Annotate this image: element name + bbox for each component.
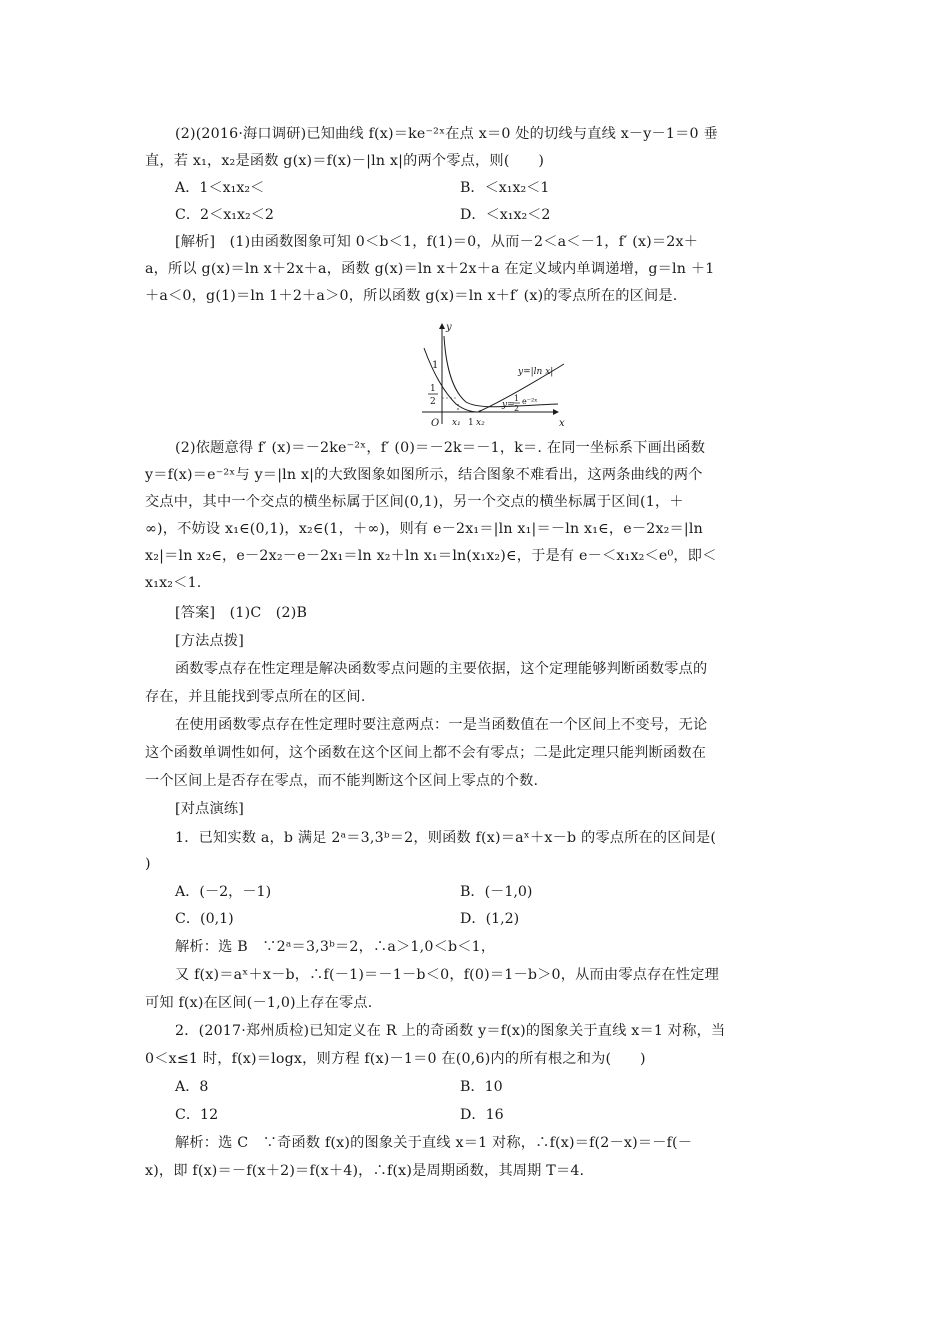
- analysis2-line4: ∞)，不妨设 x₁∈(0,1)，x₂∈(1，＋∞)，则有 e－2x₁＝|ln x₁|＝－ln x₁∈，e－2x₂＝|ln: [145, 521, 703, 537]
- practice-q2-solution-line1: 解析：选 C ∵奇函数 f(x)的图象关于直线 x＝1 对称，∴f(x)＝f(2－x)＝－f(－: [175, 1135, 693, 1151]
- exp-curve-label-prefix: y=: [502, 400, 515, 410]
- practice-q1-line2: ): [145, 856, 151, 872]
- ln-curve-label: y=|ln x|: [518, 367, 554, 377]
- practice-q1-option-b: B．(－1,0): [460, 884, 533, 900]
- problem2-line1: (2)(2016·海口调研)已知曲线 f(x)＝ke⁻²ˣ在点 x＝0 处的切线与直线 x－y－1＝0 垂: [175, 126, 718, 142]
- tick-half-denominator: 2: [430, 397, 436, 407]
- problem2-option-c: C．2＜x₁x₂＜2: [175, 207, 274, 223]
- ln-abs-curve: [424, 348, 564, 412]
- analysis1-line2: a，所以 g(x)＝ln x＋2x＋a，函数 g(x)＝ln x＋2x＋a 在定义域内单调递增，g＝ln ＋1: [145, 261, 715, 277]
- practice-q1-option-a: A．(－2，－1): [175, 884, 272, 900]
- method-p2-line3: 一个区间上是否存在零点，而不能判断这个区间上零点的个数.: [145, 773, 539, 789]
- practice-q1-option-d: D．(1,2): [460, 911, 520, 927]
- practice-q2-line1: 2．(2017·郑州质检)已知定义在 R 上的奇函数 y＝f(x)的图象关于直线 x＝1 对称，当: [175, 1023, 726, 1039]
- practice-heading: [对点演练]: [175, 801, 245, 817]
- exp-curve-label-suffix: e⁻²ˣ: [522, 397, 538, 406]
- practice-q2-option-b: B．10: [460, 1079, 503, 1095]
- origin-label: O: [431, 418, 440, 428]
- tick-half-numerator: 1: [430, 384, 436, 394]
- method-p1-line1: 函数零点存在性定理是解决函数零点问题的主要依据，这个定理能够判断函数零点的: [175, 661, 708, 677]
- practice-q1-solution-line1: 解析：选 B ∵2ᵃ＝3,3ᵇ＝2，∴a＞1,0＜b＜1，: [175, 939, 496, 955]
- analysis2-line5: x₂|＝ln x₂∈，e－2x₂－e－2x₁＝ln x₂＋ln x₁＝ln(x₁x₂)∈，于是有 e－＜x₁x₂＜e⁰，即＜: [145, 548, 717, 564]
- function-graph: [418, 318, 570, 428]
- practice-q2-option-c: C．12: [175, 1107, 219, 1123]
- problem2-option-b: B．＜x₁x₂＜1: [460, 180, 550, 196]
- x1-label: x₁: [452, 418, 461, 428]
- method-p2-line1: 在使用函数零点存在性定理时要注意两点：一是当函数值在一个区间上不变号，无论: [175, 717, 708, 733]
- problem2-option-d: D．＜x₁x₂＜2: [460, 207, 551, 223]
- analysis2-line1: (2)依题意得 f′ (x)＝－2ke⁻²ˣ，f′ (0)＝－2k＝－1，k＝. 在同一坐标系下画出函数: [175, 440, 706, 456]
- tick-1-label: 1: [432, 360, 439, 371]
- x2-label: x₂: [476, 418, 485, 428]
- x-one-label: 1: [468, 418, 474, 428]
- y-axis-label: y: [446, 322, 452, 333]
- exp-curve-label-numerator: 1: [514, 394, 520, 403]
- analysis1-line3: ＋a＜0，g(1)＝ln 1＋2＋a＞0，所以函数 g(x)＝ln x＋f′ (x)的零点所在的区间是.: [145, 288, 678, 304]
- problem2-option-a: A．1＜x₁x₂＜: [175, 180, 265, 196]
- analysis1-line1: [解析] (1)由函数图象可知 0＜b＜1，f(1)＝0，从而－2＜a＜－1，f′ (x)＝2x＋: [175, 234, 699, 250]
- problem2-line2: 直，若 x₁，x₂是函数 g(x)＝f(x)－|ln x|的两个零点，则( ): [145, 153, 545, 169]
- exp-curve-label-denominator: 2: [514, 404, 520, 413]
- practice-q1-option-c: C．(0,1): [175, 911, 234, 927]
- method-p1-line2: 存在，并且能找到零点所在的区间.: [145, 689, 366, 705]
- practice-q2-line2: 0＜x≤1 时，f(x)＝logx，则方程 f(x)－1＝0 在(0,6)内的所有根之和为( ): [145, 1051, 646, 1067]
- method-heading: [方法点拨]: [175, 633, 245, 649]
- analysis2-line2: y＝f(x)＝e⁻²ˣ与 y＝|ln x|的大致图象如图所示，结合图象不难看出，这两条曲线的两个: [145, 467, 703, 483]
- practice-q2-option-d: D．16: [460, 1107, 504, 1123]
- answer-line: [答案] (1)C (2)B: [175, 605, 308, 621]
- x-axis-label: x: [559, 418, 565, 428]
- practice-q1-solution-line2: 又 f(x)＝aˣ＋x－b，∴f(－1)＝－1－b＜0，f(0)＝1－b＞0，从而由零点存在性定理: [175, 967, 720, 983]
- analysis2-line3: 交点中，其中一个交点的横坐标属于区间(0,1)，另一个交点的横坐标属于区间(1，＋: [145, 494, 684, 510]
- practice-q2-solution-line2: x)，即 f(x)＝－f(x＋2)＝f(x＋4)，∴f(x)是周期函数，其周期 T＝4.: [145, 1163, 585, 1179]
- method-p2-line2: 这个函数单调性如何，这个函数在这个区间上都不会有零点；二是此定理只能判断函数在: [145, 745, 707, 761]
- practice-q2-option-a: A．8: [175, 1079, 209, 1095]
- practice-q1-solution-line3: 可知 f(x)在区间(－1,0)上存在零点.: [145, 995, 373, 1011]
- practice-q1-line1: 1．已知实数 a，b 满足 2ᵃ＝3,3ᵇ＝2，则函数 f(x)＝aˣ＋x－b 的零点所在的区间是(: [175, 830, 717, 846]
- analysis2-line6: x₁x₂＜1.: [145, 575, 202, 591]
